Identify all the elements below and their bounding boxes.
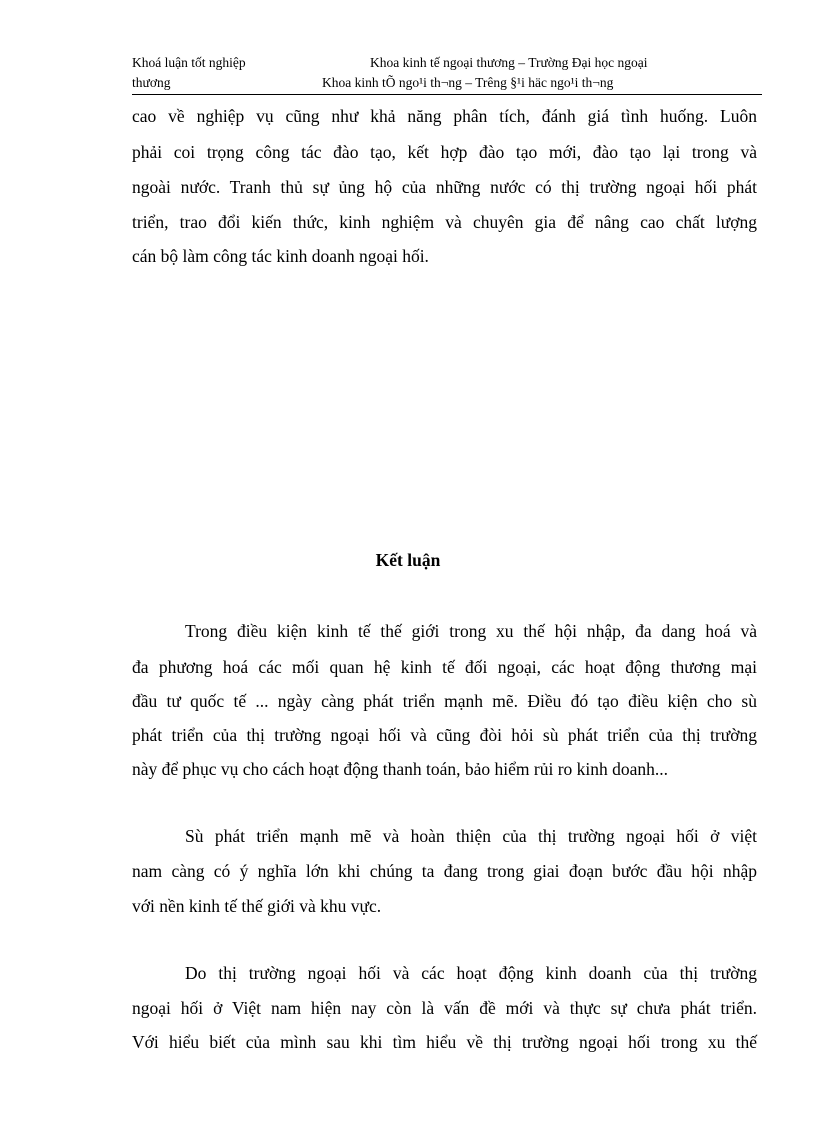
header-right-line1: Khoa kinh tế ngoại thương – Trường Đại học ngoại xyxy=(370,55,648,70)
paragraph-line: đầu tư quốc tế ... ngày càng phát triển mạnh mẽ. Điều đó tạo điều kiện cho sù xyxy=(132,691,757,711)
paragraph-line: nam càng có ý nghĩa lớn khi chúng ta đang trong giai đoạn bước đầu hội nhập xyxy=(132,861,757,881)
paragraph-line: với nền kinh tế thế giới và khu vực. xyxy=(132,896,382,916)
paragraph-line: cán bộ làm công tác kinh doanh ngoại hối. xyxy=(132,246,429,266)
header-rule xyxy=(132,94,762,95)
paragraph-line: triển, trao đổi kiến thức, kinh nghiệm và chuyên gia để nâng cao chất lượng xyxy=(132,212,757,232)
paragraph-line: này để phục vụ cho cách hoạt động thanh toán, bảo hiểm rủi ro kinh doanh... xyxy=(132,759,669,779)
paragraph-line: Do thị trường ngoại hối và các hoạt động kinh doanh của thị trường xyxy=(185,963,757,983)
header-right-line2: Khoa kinh tÕ ngo¹i th¬ng – Trêng §¹i häc ngo¹i th¬ng xyxy=(322,75,614,90)
paragraph-line: phát triển của thị trường ngoại hối và cũng đòi hỏi sù phát triển của thị trường xyxy=(132,725,757,745)
paragraph-line: đa phương hoá các mối quan hệ kinh tế đối ngoại, các hoạt động thương mại xyxy=(132,657,757,677)
conclusion-title: Kết luận xyxy=(375,550,441,570)
paragraph-line: Trong điều kiện kinh tế thế giới trong xu thế hội nhập, đa dang hoá và xyxy=(185,621,757,641)
header-left-line2: thương xyxy=(132,75,171,90)
header-left-line1: Khoá luận tốt nghiệp xyxy=(132,55,246,70)
paragraph-line: ngoài nước. Tranh thủ sự ủng hộ của những nước có thị trường ngoại hối phát xyxy=(132,177,757,197)
paragraph-line: Sù phát triển mạnh mẽ và hoàn thiện của thị trường ngoại hối ở việt xyxy=(185,826,757,846)
paragraph-line: cao về nghiệp vụ cũng như khả năng phân tích, đánh giá tình huống. Luôn xyxy=(132,106,757,126)
paragraph-line: Với hiểu biết của mình sau khi tìm hiểu về thị trường ngoại hối trong xu thế xyxy=(132,1032,757,1052)
paragraph-line: ngoại hối ở Việt nam hiện nay còn là vấn đề mới và thực sự chưa phát triển. xyxy=(132,998,757,1018)
paragraph-line: phải coi trọng công tác đào tạo, kết hợp đào tạo mới, đào tạo lại trong và xyxy=(132,142,757,162)
